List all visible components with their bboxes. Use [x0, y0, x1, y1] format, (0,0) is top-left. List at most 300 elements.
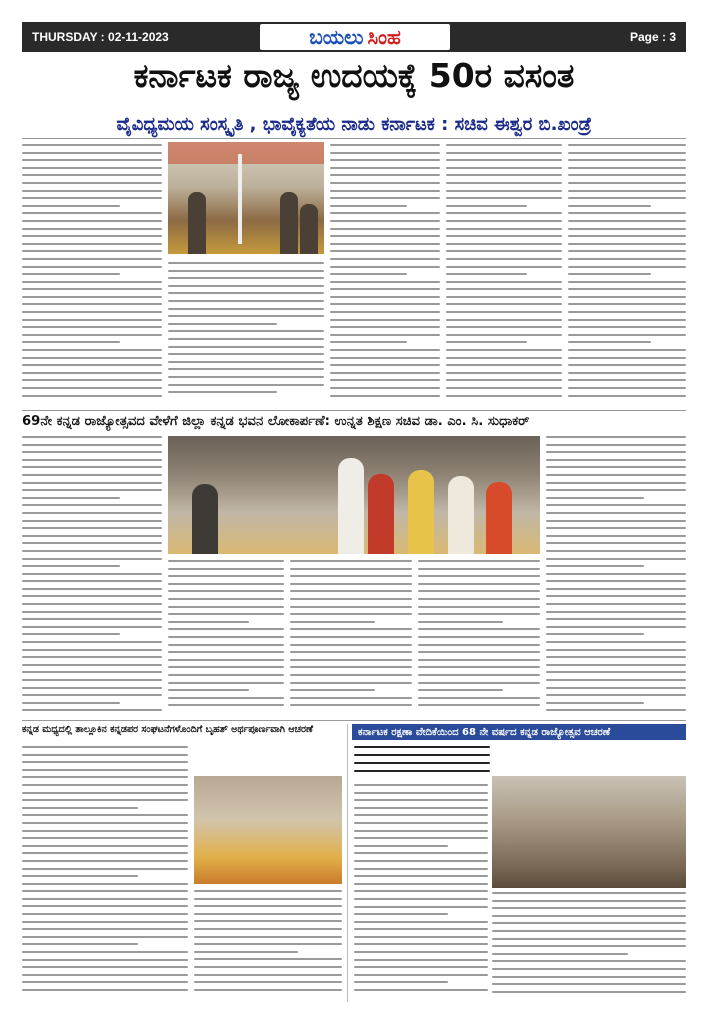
text-line	[168, 697, 284, 699]
text-line	[446, 326, 562, 328]
text-line	[568, 395, 686, 397]
text-line	[330, 205, 407, 207]
text-line	[330, 266, 440, 268]
article3-photo	[194, 776, 342, 884]
text-line	[22, 769, 188, 771]
divider	[22, 138, 686, 139]
text-line	[354, 799, 488, 801]
text-line	[290, 682, 412, 684]
text-line	[330, 152, 440, 154]
photo-person	[486, 482, 512, 554]
text-line	[168, 704, 284, 706]
text-line	[330, 273, 407, 275]
text-line	[418, 575, 540, 577]
text-line	[22, 504, 162, 506]
text-line	[330, 235, 440, 237]
text-line	[330, 258, 440, 260]
text-line	[22, 288, 162, 290]
text-line	[446, 159, 562, 161]
text-line	[546, 436, 686, 438]
text-line	[22, 144, 162, 146]
article4-column-2	[492, 892, 686, 1002]
text-line	[446, 303, 562, 305]
text-line	[492, 953, 628, 955]
text-line	[22, 687, 162, 689]
text-line	[546, 595, 686, 597]
text-line	[168, 270, 324, 272]
photo-person	[300, 204, 318, 254]
text-line	[354, 868, 488, 870]
text-line	[568, 364, 686, 366]
text-line	[446, 266, 562, 268]
text-line	[354, 770, 490, 772]
text-line	[194, 890, 342, 892]
masthead-part1: ಬಯಲು	[309, 25, 364, 49]
text-line	[354, 875, 488, 877]
divider	[22, 410, 686, 411]
text-line	[290, 644, 412, 646]
text-line	[492, 960, 686, 962]
article2-headline: 69ನೇ ಕನ್ನಡ ರಾಜ್ಯೋತ್ಸವದ ವೇಳೆಗೆ ಜಿಲ್ಲಾ ಕನ್ನಡ ಭವನ ಲೋಕಾರ್ಪಣೆ: ಉನ್ನತ ಶಿಕ್ಷಣ ಸಚಿವ ಡಾ. ಎಂ. ಸಿ. ಸುಧಾಕರ್	[22, 414, 530, 429]
text-line	[290, 575, 412, 577]
text-line	[418, 606, 540, 608]
text-line	[330, 197, 440, 199]
text-line	[418, 651, 540, 653]
newspaper-page	[22, 22, 686, 1002]
text-line	[22, 197, 162, 199]
text-line	[290, 583, 412, 585]
text-line	[290, 621, 375, 623]
article4-column-1	[354, 784, 488, 1002]
text-line	[290, 636, 412, 638]
text-line	[546, 520, 686, 522]
article4-lead	[354, 746, 490, 780]
text-line	[446, 167, 562, 169]
text-line	[354, 906, 488, 908]
text-line	[568, 144, 686, 146]
text-line	[22, 822, 188, 824]
text-line	[330, 144, 440, 146]
text-line	[546, 558, 686, 560]
text-line	[418, 644, 540, 646]
flag-pole	[238, 154, 242, 244]
text-line	[446, 182, 562, 184]
text-line	[446, 372, 562, 374]
text-line	[22, 852, 188, 854]
text-line	[418, 689, 503, 691]
text-line	[22, 527, 162, 529]
text-line	[168, 598, 284, 600]
text-line	[330, 379, 440, 381]
text-line	[22, 868, 188, 870]
text-line	[168, 590, 284, 592]
text-line	[22, 784, 188, 786]
text-line	[22, 807, 138, 809]
text-line	[354, 860, 488, 862]
text-line	[568, 311, 686, 313]
text-line	[568, 152, 686, 154]
text-line	[168, 368, 324, 370]
text-line	[22, 395, 162, 397]
text-line	[546, 527, 686, 529]
text-line	[492, 892, 686, 894]
text-line	[546, 565, 644, 567]
text-line	[330, 341, 407, 343]
text-line	[330, 319, 440, 321]
masthead-logo	[260, 24, 450, 50]
text-line	[546, 641, 686, 643]
text-line	[492, 983, 686, 985]
text-line	[168, 689, 249, 691]
main-headline: ಕರ್ನಾಟಕ ರಾಜ್ಯ ಉದಯಕ್ಕೆ 50ರ ವಸಂತ	[133, 56, 575, 95]
text-line	[446, 319, 562, 321]
text-line	[194, 928, 342, 930]
text-line	[22, 152, 162, 154]
text-line	[492, 976, 686, 978]
text-line	[330, 250, 440, 252]
text-line	[168, 361, 324, 363]
text-line	[168, 636, 284, 638]
text-line	[168, 376, 324, 378]
text-line	[290, 659, 412, 661]
text-line	[22, 266, 162, 268]
text-line	[22, 702, 120, 704]
text-line	[22, 936, 188, 938]
text-line	[546, 474, 686, 476]
text-line	[546, 535, 686, 537]
text-line	[354, 951, 488, 953]
photo-person	[280, 192, 298, 254]
text-line	[546, 694, 686, 696]
text-line	[446, 273, 527, 275]
text-line	[194, 943, 342, 945]
text-line	[22, 830, 188, 832]
text-line	[546, 709, 686, 711]
text-line	[418, 659, 540, 661]
text-line	[492, 968, 686, 970]
text-line	[330, 395, 440, 397]
page-number: Page : 3	[629, 30, 676, 44]
text-line	[22, 357, 162, 359]
sub-headline: ವೈವಿಧ್ಯಮಯ ಸಂಸ್ಕೃತಿ , ಭಾವೈಕ್ಯತೆಯ ನಾಡು ಕರ್ನಾಟಕ : ಸಚಿವ ಈಶ್ವರ ಬಿ.ಖಂಡ್ರೆ	[116, 114, 592, 135]
text-line	[290, 689, 375, 691]
text-line	[546, 664, 686, 666]
text-line	[330, 296, 440, 298]
article1-column-5	[568, 144, 686, 406]
text-line	[568, 379, 686, 381]
text-line	[22, 989, 188, 991]
text-line	[22, 482, 162, 484]
text-line	[22, 905, 188, 907]
text-line	[22, 860, 188, 862]
article3-headline: ಕನ್ನಡ ಮಧ್ಯದಲ್ಲಿ ತಾಲ್ಲೂಕಿನ ಕನ್ನಡಪರ ಸಂಘಟನೆಗಳೊಂದಿಗೆ ಬೃಹತ್ ಅರ್ಥಪೂರ್ಣವಾಗಿ ಆಚರಣೆ	[22, 724, 313, 735]
text-line	[568, 212, 686, 214]
text-line	[168, 651, 284, 653]
text-line	[22, 754, 188, 756]
text-line	[330, 364, 440, 366]
text-line	[568, 190, 686, 192]
text-line	[568, 334, 686, 336]
text-line	[22, 649, 162, 651]
text-line	[354, 762, 490, 764]
text-line	[22, 474, 162, 476]
text-line	[168, 659, 284, 661]
text-line	[168, 338, 324, 340]
text-line	[418, 613, 540, 615]
text-line	[568, 296, 686, 298]
text-line	[418, 697, 540, 699]
text-line	[568, 205, 651, 207]
text-line	[446, 364, 562, 366]
text-line	[22, 890, 188, 892]
text-line	[168, 323, 277, 325]
text-line	[492, 945, 686, 947]
text-line	[418, 568, 540, 570]
text-line	[446, 258, 562, 260]
text-line	[330, 288, 440, 290]
text-line	[168, 285, 324, 287]
text-line	[168, 674, 284, 676]
text-line	[22, 814, 188, 816]
text-line	[568, 372, 686, 374]
text-line	[22, 258, 162, 260]
text-line	[418, 682, 540, 684]
article1-photo	[168, 142, 324, 254]
text-line	[446, 341, 527, 343]
text-line	[546, 633, 644, 635]
text-line	[168, 575, 284, 577]
text-line	[446, 387, 562, 389]
text-line	[568, 341, 651, 343]
article1-column-4	[446, 144, 562, 406]
text-line	[22, 679, 162, 681]
text-line	[290, 674, 412, 676]
text-line	[22, 349, 162, 351]
text-line	[330, 311, 440, 313]
text-line	[194, 981, 342, 983]
text-line	[22, 565, 120, 567]
text-line	[568, 258, 686, 260]
text-line	[354, 792, 488, 794]
text-line	[546, 671, 686, 673]
text-line	[354, 754, 490, 756]
article3-column-1	[22, 746, 188, 1002]
text-line	[22, 497, 120, 499]
text-line	[168, 262, 324, 264]
text-line	[546, 580, 686, 582]
text-line	[354, 913, 448, 915]
text-line	[568, 220, 686, 222]
text-line	[354, 822, 488, 824]
text-line	[22, 159, 162, 161]
text-line	[354, 936, 488, 938]
text-line	[330, 349, 440, 351]
text-line	[22, 182, 162, 184]
text-line	[290, 704, 412, 706]
text-line	[290, 697, 412, 699]
text-line	[568, 243, 686, 245]
text-line	[290, 568, 412, 570]
text-line	[446, 281, 562, 283]
text-line	[568, 387, 686, 389]
text-line	[446, 395, 562, 397]
text-line	[194, 951, 298, 953]
text-line	[22, 436, 162, 438]
text-line	[568, 357, 686, 359]
text-line	[22, 981, 188, 983]
text-line	[330, 334, 440, 336]
text-line	[22, 580, 162, 582]
text-line	[22, 273, 120, 275]
text-line	[418, 590, 540, 592]
text-line	[22, 898, 188, 900]
text-line	[168, 583, 284, 585]
text-line	[546, 489, 686, 491]
text-line	[446, 144, 562, 146]
text-line	[22, 883, 188, 885]
text-line	[446, 288, 562, 290]
text-line	[330, 372, 440, 374]
text-line	[168, 384, 324, 386]
article4-photo	[492, 776, 686, 888]
text-line	[22, 966, 188, 968]
text-line	[568, 197, 686, 199]
text-line	[194, 898, 342, 900]
text-line	[22, 694, 162, 696]
article2-column-1	[22, 436, 162, 718]
text-line	[22, 959, 188, 961]
text-line	[22, 311, 162, 313]
text-line	[290, 590, 412, 592]
text-line	[22, 542, 162, 544]
photo-person	[188, 192, 206, 254]
text-line	[446, 243, 562, 245]
photo-person	[448, 476, 474, 554]
text-line	[568, 273, 651, 275]
text-line	[168, 606, 284, 608]
article1-column-2b	[168, 262, 324, 406]
text-line	[446, 250, 562, 252]
text-line	[446, 228, 562, 230]
text-line	[354, 898, 488, 900]
text-line	[446, 197, 562, 199]
text-line	[22, 326, 162, 328]
text-line	[330, 243, 440, 245]
text-line	[330, 182, 440, 184]
text-line	[290, 651, 412, 653]
text-line	[546, 611, 686, 613]
text-line	[22, 379, 162, 381]
text-line	[492, 915, 686, 917]
text-line	[446, 174, 562, 176]
text-line	[446, 296, 562, 298]
text-line	[22, 212, 162, 214]
text-line	[546, 482, 686, 484]
text-line	[330, 220, 440, 222]
text-line	[168, 346, 324, 348]
text-line	[194, 913, 342, 915]
text-line	[418, 583, 540, 585]
text-line	[168, 613, 284, 615]
text-line	[568, 349, 686, 351]
photo-person	[338, 458, 364, 554]
text-line	[446, 379, 562, 381]
text-line	[446, 205, 527, 207]
text-line	[194, 958, 342, 960]
text-line	[418, 674, 540, 676]
text-line	[22, 928, 188, 930]
text-line	[22, 709, 162, 711]
text-line	[22, 921, 188, 923]
text-line	[168, 568, 284, 570]
article2-column-5	[546, 436, 686, 718]
text-line	[194, 989, 342, 991]
text-line	[546, 459, 686, 461]
text-line	[330, 387, 440, 389]
text-line	[22, 943, 138, 945]
text-line	[354, 890, 488, 892]
article2-column-3	[290, 560, 412, 718]
text-line	[546, 702, 644, 704]
text-line	[568, 266, 686, 268]
text-line	[168, 308, 324, 310]
text-line	[568, 250, 686, 252]
text-line	[22, 220, 162, 222]
text-line	[22, 303, 162, 305]
text-line	[22, 875, 138, 877]
text-line	[330, 212, 440, 214]
text-line	[22, 341, 120, 343]
text-line	[194, 974, 342, 976]
article3-column-2	[194, 890, 342, 1002]
photo-person	[192, 484, 218, 554]
text-line	[194, 920, 342, 922]
text-line	[354, 921, 488, 923]
article2-photo	[168, 436, 540, 554]
masthead-part2: ಸಿಂಹ	[367, 25, 401, 49]
text-line	[22, 387, 162, 389]
text-line	[354, 974, 488, 976]
text-line	[168, 644, 284, 646]
article1-column-1	[22, 144, 162, 406]
text-line	[418, 666, 540, 668]
text-line	[22, 228, 162, 230]
text-line	[22, 595, 162, 597]
text-line	[22, 512, 162, 514]
text-line	[546, 466, 686, 468]
text-line	[354, 784, 488, 786]
text-line	[354, 989, 488, 991]
text-line	[446, 152, 562, 154]
text-line	[22, 334, 162, 336]
text-line	[354, 830, 488, 832]
text-line	[22, 489, 162, 491]
text-line	[22, 664, 162, 666]
text-line	[418, 598, 540, 600]
text-line	[354, 837, 488, 839]
text-line	[22, 974, 188, 976]
text-line	[446, 212, 562, 214]
text-line	[568, 228, 686, 230]
text-line	[22, 205, 120, 207]
text-line	[22, 235, 162, 237]
text-line	[22, 671, 162, 673]
text-line	[418, 636, 540, 638]
text-line	[568, 281, 686, 283]
text-line	[546, 451, 686, 453]
text-line	[546, 504, 686, 506]
text-line	[546, 679, 686, 681]
